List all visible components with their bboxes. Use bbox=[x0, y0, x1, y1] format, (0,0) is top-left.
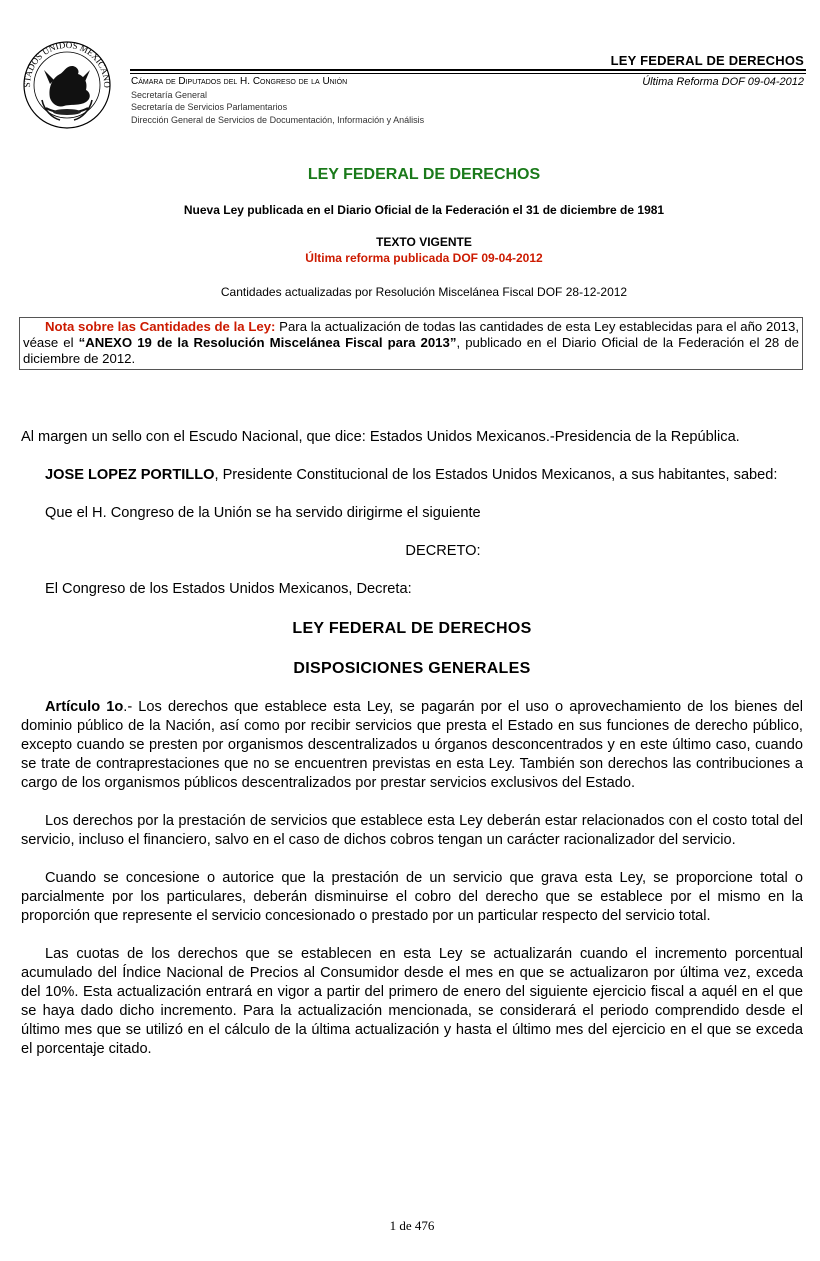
seal-lettering: STADOS UNIDOS MEXICANO bbox=[21, 40, 113, 88]
note-lead: Nota sobre las Cantidades de la Ley: bbox=[45, 319, 276, 334]
paragraph-cuotas: Las cuotas de los derechos que se establecen en esta Ley se actualizarán cuando el incremento porcentual acumulado del Índice Nacional de Precios al Consumidor desde el mes en que se actualizaron por última vez, exceda del 10%. Esta actualización entrará en vigor a partir del primero de enero del siguiente ejercicio fiscal a aquél en el que se haya dado dicho incremento. Para la actualización mencionada, se considerará el periodo comprendido desde el último mes que se utilizó en el cálculo de la última actualización y hasta el último mes del ejercicio en el que se exceda el porcentaje citado. bbox=[21, 946, 803, 1057]
header-doc-title: LEY FEDERAL DE DERECHOS bbox=[610, 53, 804, 68]
president-name: JOSE LOPEZ PORTILLO bbox=[45, 467, 215, 483]
article-1-label: Artículo 1o bbox=[45, 699, 124, 715]
paragraph-margen: Al margen un sello con el Escudo Nacional, que dice: Estados Unidos Mexicanos.-Presidencia de la República. bbox=[21, 429, 740, 445]
header-line: Dirección General de Servicios de Documentación, Información y Análisis bbox=[131, 114, 425, 125]
cantidades-line: Cantidades actualizadas por Resolución Miscelánea Fiscal DOF 28-12-2012 bbox=[220, 285, 628, 299]
national-seal-icon bbox=[20, 40, 114, 130]
quantities-note-box bbox=[19, 317, 803, 370]
header-line: Secretaría General bbox=[131, 89, 208, 100]
section-heading-ley: LEY FEDERAL DE DERECHOS bbox=[292, 620, 532, 637]
publication-subtitle: Nueva Ley publicada en el Diario Oficial de la Federación el 31 de diciembre de 1981 bbox=[183, 203, 665, 217]
paragraph-concesione: Cuando se concesione o autorice que la prestación de un servicio que grava esta Ley, se proporcione total o parcialmente por los particulares, deberán disminuirse el cobro del derecho que se establece por el mismo en la proporción que represente el servicio concesionado o prestado por un particular respecto del servicio total. bbox=[21, 870, 803, 924]
law-body bbox=[21, 428, 803, 1078]
law-title: LEY FEDERAL DE DERECHOS bbox=[307, 166, 541, 183]
header-line: Secretaría de Servicios Parlamentarios bbox=[131, 102, 288, 112]
paragraph-decreta: El Congreso de los Estados Unidos Mexicanos, Decreta: bbox=[45, 581, 412, 597]
header-chamber: Cámara de Diputados del H. Congreso de la Unión bbox=[131, 76, 348, 87]
note-text-end: , publicado en el Diario Oficial de la Federación el 28 de diciembre de 2012. bbox=[23, 335, 799, 366]
article-1-text: .- Los derechos que establece esta Ley, se pagarán por el uso o aprovechamiento de los bienes del dominio público de la Nación, así como por recibir servicios que presta el Estado en sus funciones de derecho público, excepto cuando se presten por organismos descentralizados u órganos desconcentrados y en este último caso, cuando se trate de contraprestaciones que no se encuentren previstas en esta Ley. También son derechos las contribuciones a cargo de los organismos públicos descentralizados por prestar servicios exclusivos del Estado. bbox=[21, 699, 803, 791]
president-text: , Presidente Constitucional de los Estados Unidos Mexicanos, a sus habitantes, sabed: bbox=[214, 467, 778, 483]
article-1 bbox=[21, 698, 803, 793]
header-rule bbox=[130, 69, 806, 71]
section-heading-disposiciones: DISPOSICIONES GENERALES bbox=[293, 660, 531, 677]
header-last-reform: Última Reforma DOF 09-04-2012 bbox=[642, 76, 804, 88]
paragraph-prestacion: Los derechos por la prestación de servicios que establece esta Ley deberán estar relacionados con el costo total del servicio, incluso el financiero, salvo en el caso de dichos cobros tengan un carácter racionalizador del servicio. bbox=[21, 813, 803, 848]
note-annex-reference: “ANEXO 19 de la Resolución Miscelánea Fiscal para 2013” bbox=[78, 335, 457, 350]
decreto-heading: DECRETO: bbox=[405, 543, 481, 559]
note-text: Para la actualización de todas las cantidades de esta Ley establecidas para el año 2013, véase el bbox=[23, 319, 799, 350]
texto-vigente: TEXTO VIGENTE bbox=[376, 235, 472, 249]
last-reform-line: Última reforma publicada DOF 09-04-2012 bbox=[305, 251, 543, 265]
paragraph-congreso: Que el H. Congreso de la Unión se ha servido dirigirme el siguiente bbox=[45, 505, 481, 521]
header-rule-thin bbox=[130, 73, 806, 74]
header-institution bbox=[131, 76, 424, 126]
paragraph-president bbox=[21, 466, 803, 485]
page-number: 1 de 476 bbox=[389, 1218, 435, 1233]
